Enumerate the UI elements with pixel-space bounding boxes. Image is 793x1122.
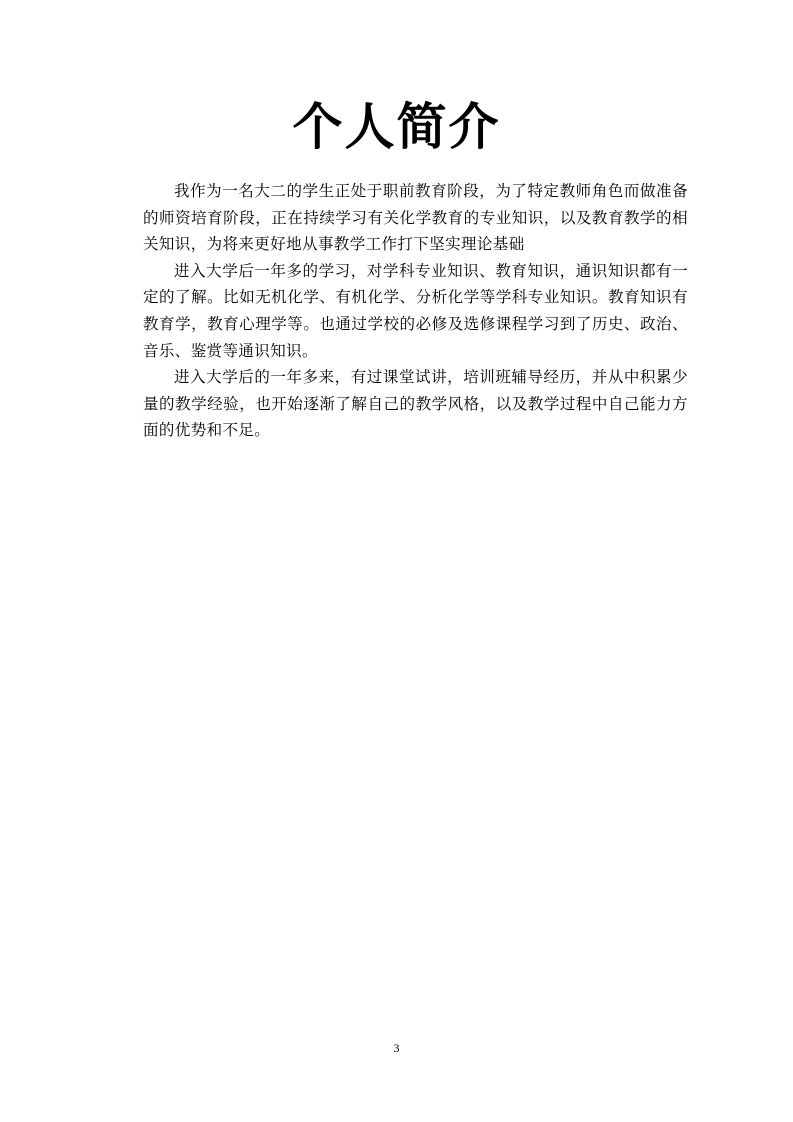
paragraph-1: 我作为一名大二的学生正处于职前教育阶段，为了特定教师角色而做准备的师资培育阶段，正在持续学习有关化学教育的专业知识，以及教育教学的相关知识，为将来更好地从事教学工作打下坚实理论基础: [143, 182, 688, 254]
paragraph-2: 进入大学后一年多的学习，对学科专业知识、教育知识，通识知识都有一定的了解。比如无机化学、有机化学、分析化学等学科专业知识。教育知识有教育学，教育心理学等。也通过学校的必修及选修课程学习到了历史、政治、音乐、鉴赏等通识知识。: [143, 261, 688, 360]
paragraph-3: 进入大学后的一年多来，有过课堂试讲，培训班辅导经历，并从中积累少量的教学经验，也开始逐渐了解自己的教学风格，以及教学过程中自己能力方面的优势和不足。: [143, 368, 688, 440]
page-number: 3: [393, 1041, 400, 1055]
body-text: [143, 178, 688, 444]
page-title: 个人简介: [292, 97, 501, 156]
